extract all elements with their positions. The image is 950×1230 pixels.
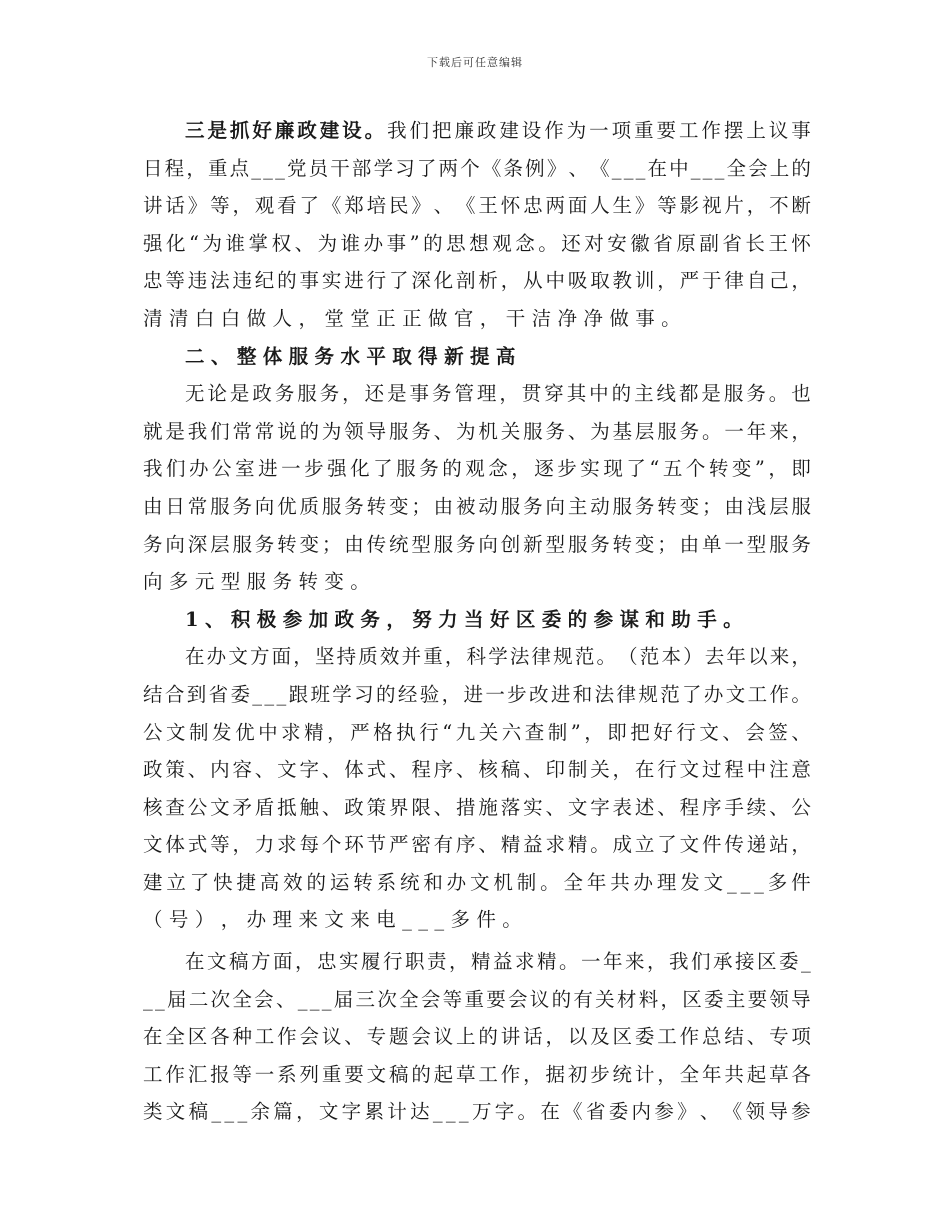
text-line: （ 号 ） ， 办 理 来 文 来 电 _ _ _ 多 件 。 bbox=[143, 908, 522, 932]
text-line: 忠 等 违 法 违 纪 的 事 实 进 行 了 深 化 剖 析 ， 从 中 吸 取 教 训 ， 严 于 律 自 己 ， bbox=[143, 269, 811, 293]
text-line: 在 办 文 方 面 ， 坚 持 质 效 并 重 ， 科 学 法 律 规 范 。 （ 范 本 ） 去 年 以 来 ， bbox=[185, 645, 811, 669]
text-line: 务 向 深 层 服 务 转 变 ； 由 传 统 型 服 务 向 创 新 型 服 务 转 变 ； 由 单 一 型 服 务 bbox=[143, 532, 811, 556]
text-line: 向 多 元 型 服 务 转 变 。 bbox=[143, 570, 370, 594]
text-line: 三 是 抓 好 廉 政 建 设 。 我 们 把 廉 政 建 设 作 为 一 项 重 要 工 作 摆 上 议 事 bbox=[185, 119, 811, 142]
text-line: 工 作 汇 报 等 一 系 列 重 要 文 稿 的 起 草 工 作 ， 据 初 步 统 计 ， 全 年 共 起 草 各 bbox=[143, 1062, 811, 1086]
text-line: 文 体 式 等 ， 力 求 每 个 环 节 严 密 有 序 、 精 益 求 精 。 成 立 了 文 件 传 递 站 ， bbox=[143, 833, 811, 857]
text-line: 政 策 、 内 容 、 文 字 、 体 式 、 程 序 、 核 稿 、 印 制 关 ， 在 行 文 过 程 中 注 意 bbox=[143, 758, 811, 782]
text-line: 就 是 我 们 常 常 说 的 为 领 导 服 务 、 为 机 关 服 务 、 为 基 层 服 务 。 一 年 来 ， bbox=[143, 419, 811, 443]
text-line: 核 查 公 文 矛 盾 抵 触 、 政 策 界 限 、 措 施 落 实 、 文 字 表 述 、 程 序 手 续 、 公 bbox=[143, 795, 811, 819]
text-line: _ _ 届 二 次 全 会 、 _ _ _ 届 三 次 全 会 等 重 要 会 议 的 有 关 材 料 ， 区 委 主 要 领 导 bbox=[143, 987, 811, 1011]
text-line: 1 、 积 极 参 加 政 务 ， 努 力 当 好 区 委 的 参 谋 和 助 手 。 bbox=[185, 607, 743, 631]
text-line: 在 文 稿 方 面 ， 忠 实 履 行 职 责 ， 精 益 求 精 。 一 年 来 ， 我 们 承 接 区 委 _ bbox=[185, 950, 811, 974]
text-line: 结 合 到 省 委 _ _ _ 跟 班 学 习 的 经 验 ， 进 一 步 改 进 和 法 律 规 范 了 办 文 工 作 。 bbox=[143, 682, 811, 706]
text-line: 二 、 整 体 服 务 水 平 取 得 新 提 高 bbox=[185, 344, 516, 368]
text-line: 无 论 是 政 务 服 务 ， 还 是 事 务 管 理 ， 贯 穿 其 中 的 主 线 都 是 服 务 。 也 bbox=[185, 382, 811, 406]
text-line: 强 化 “ 为 谁 掌 权 、 为 谁 办 事 ” 的 思 想 观 念 。 还 对 安 徽 省 原 副 省 长 王 怀 bbox=[143, 231, 811, 255]
text-line: 我 们 办 公 室 进 一 步 强 化 了 服 务 的 观 念 ， 逐 步 实 现 了 “ 五 个 转 变 ” ， 即 bbox=[143, 457, 811, 481]
text-line: 建 立 了 快 捷 高 效 的 运 转 系 统 和 办 文 机 制 。 全 年 共 办 理 发 文 _ _ _ 多 件 bbox=[143, 870, 811, 894]
text-line: 清 清 白 白 做 人 ， 堂 堂 正 正 做 官 ， 干 洁 净 净 做 事 。 bbox=[143, 306, 681, 330]
document-body bbox=[143, 112, 811, 1131]
text-line: 公 文 制 发 优 中 求 精 ， 严 格 执 行 “ 九 关 六 查 制 ” ， 即 把 好 行 文 、 会 签 、 bbox=[143, 720, 811, 744]
text-line: 在 全 区 各 种 工 作 会 议 、 专 题 会 议 上 的 讲 话 ， 以 及 区 委 工 作 总 结 、 专 项 bbox=[143, 1025, 811, 1049]
text-line: 日 程 ， 重 点 _ _ _ 党 员 干 部 学 习 了 两 个 《 条 例 》 、 《 _ _ _ 在 中 _ _ _ 全 会 上 的 bbox=[143, 156, 811, 180]
text-line: 讲 话 》 等 ， 观 看 了 《 郑 培 民 》 、 《 王 怀 忠 两 面 人 生 》 等 影 视 片 ， 不 断 bbox=[143, 194, 811, 218]
text-line: 类 文 稿 _ _ _ 余 篇 ， 文 字 累 计 达 _ _ _ 万 字 。 在 《 省 委 内 参 》 、 《 领 导 参 bbox=[143, 1100, 811, 1124]
text-line: 由 日 常 服 务 向 优 质 服 务 转 变 ； 由 被 动 服 务 向 主 动 服 务 转 变 ； 由 浅 层 服 bbox=[143, 494, 811, 518]
page-header: 下载后可任意编辑 bbox=[427, 56, 523, 69]
